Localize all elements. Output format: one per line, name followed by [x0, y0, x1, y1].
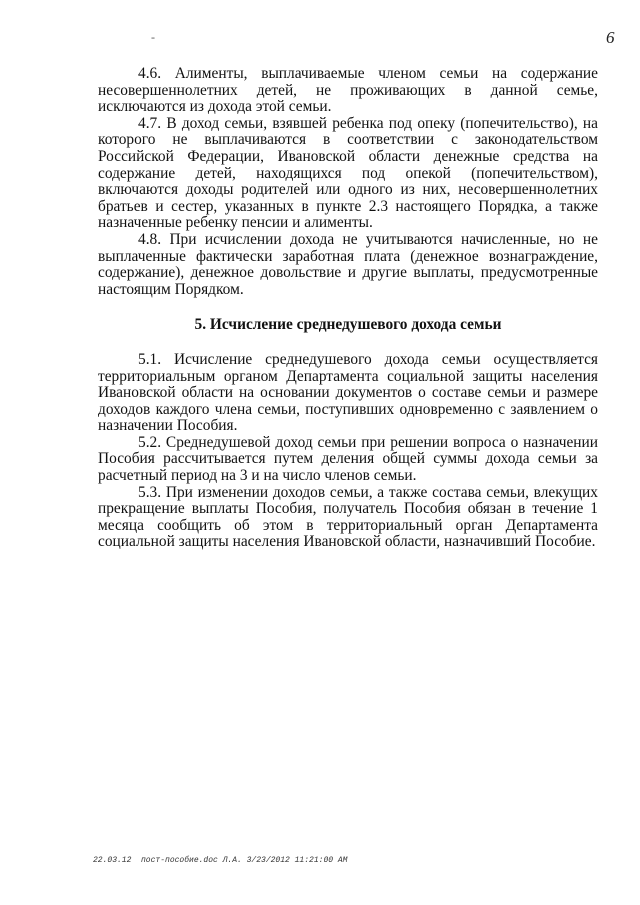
paragraph-4-6: 4.6. Алименты, выплачиваемые членом семьи на содержание несовершеннолетних детей, не проживающих в данной семье, исключаются из дохода этой семьи. [98, 65, 598, 116]
paragraph-5-2: 5.2. Среднедушевой доход семьи при решении вопроса о назначении Пособия рассчитывается путем деления общей суммы дохода семьи за расчетный период на 3 и на число членов семьи. [98, 433, 598, 485]
paragraph-4-7: 4.7. В доход семьи, взявшей ребенка под опеку (попечительство), на которого не выплачиваются в соответствии с законодательством Российской Федерации, Ивановской области денежные средства на содержание детей, находящихся под опекой (попечительством), включаются доходы родителей или одного из них, несовершеннолетних братьев и сестер, указанных в пункте 2.3 настоящего Порядка, а также назначенные ребенку пенсии и алименты. [98, 114, 598, 232]
document-footer: 22.03.12 пост-пособие.doc Л.А. 3/23/2012 11:21:00 AM [93, 856, 348, 865]
paragraph-5-1: 5.1. Исчисление среднедушевого дохода семьи осуществляется территориальным органом Департамента социальной защиты населения Ивановской области на основании документов о составе семьи и размере доходов каждого члена семьи, поступивших одновременно с заявлением о назначении Пособия. [98, 350, 598, 435]
page-number: 6 [606, 28, 615, 47]
paragraph-5-3: 5.3. При изменении доходов семьи, а также состава семьи, влекущих прекращение выплаты Пособия, получатель Пособия обязан в течение 1 месяца сообщить об этом в территориальный орган Департамента социальной защиты населения Ивановской области, назначивший Пособие. [98, 483, 598, 551]
section-5-heading: 5. Исчисление среднедушевого дохода семьи [194, 316, 502, 334]
margin-dash-mark: - [151, 30, 155, 44]
paragraph-4-8: 4.8. При исчислении дохода не учитываются начисленные, но не выплаченные фактически заработная плата (денежное вознаграждение, содержание), денежное довольствие и другие выплаты, предусмотренные настоящим Порядком. [98, 230, 598, 298]
document-body [98, 66, 598, 551]
